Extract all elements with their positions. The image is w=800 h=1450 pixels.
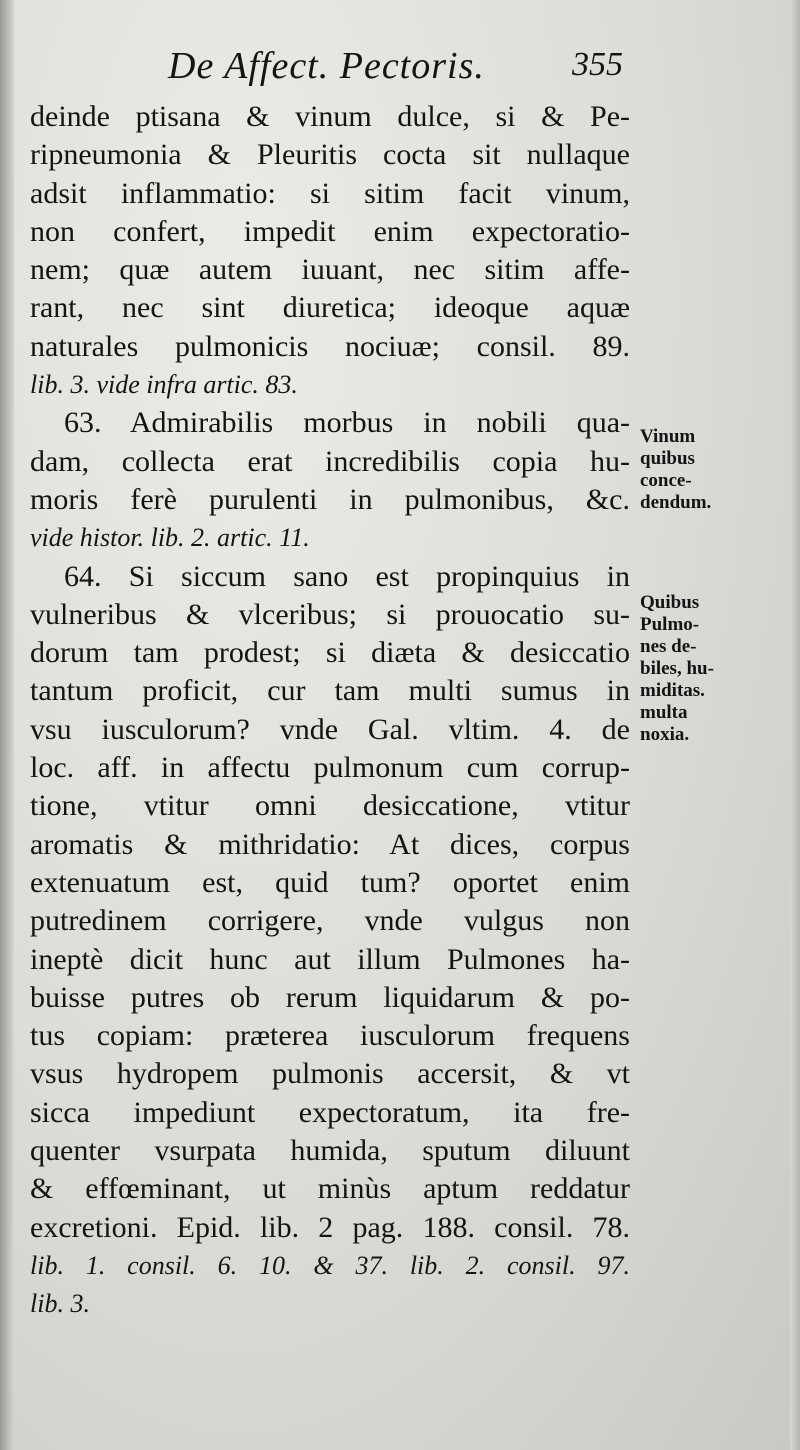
margin-note-vinum [640, 426, 770, 514]
margin-note-line: miditas. [640, 680, 705, 701]
text-line: buisse putres ob rerum liquidarum & po- [30, 980, 630, 1014]
reference-line: vide histor. lib. 2. artic. 11. [30, 523, 310, 553]
margin-note-line: Quibus [640, 592, 700, 613]
text-line: dam, collecta erat incredibilis copia hu- [30, 444, 630, 478]
margin-note-line: Vinum [640, 426, 696, 447]
text-line: ripneumonia & Pleuritis cocta sit nullaque [30, 138, 630, 172]
text-line: moris ferè purulenti in pulmonibus, &c. [30, 482, 630, 516]
margin-note-line: quibus [640, 448, 695, 469]
text-line: adsit inflammatio: si sitim facit vinum, [30, 176, 630, 210]
text-line: deinde ptisana & vinum dulce, si & Pe- [30, 100, 630, 133]
text-line: extenuatum est, quid tum? oportet enim [30, 865, 630, 899]
page-gutter-shadow [0, 0, 14, 1450]
text-line: putredinem corrigere, vnde vulgus non [30, 904, 630, 938]
text-line: sicca impediunt expectoratum, ita fre- [30, 1095, 630, 1129]
body-text [30, 98, 630, 1324]
paragraph-64-start: 64. Si siccum sano est propinquius in [64, 559, 630, 593]
reference-line: lib. 3. [30, 1289, 90, 1319]
margin-note-line: dendum. [640, 492, 712, 513]
margin-note-line: conce- [640, 470, 692, 491]
page-edge-shadow [790, 0, 800, 1450]
text-line: non confert, impedit enim expectoratio- [30, 214, 630, 248]
text-line: tantum proficit, cur tam multi sumus in [30, 674, 630, 708]
reference-line: excretioni. Epid. lib. 2 pag. 188. consil. 78. [30, 1210, 630, 1244]
text-line: ineptè dicit hunc aut illum Pulmones ha- [30, 942, 630, 976]
margin-note-pulmones [640, 592, 770, 746]
text-line: aromatis & mithridatio: At dices, corpus [30, 827, 630, 861]
text-line: tione, vtitur omni desiccatione, vtitur [30, 789, 630, 823]
margin-note-line: biles, hu- [640, 658, 714, 679]
text-line: nem; quæ autem iuuant, nec sitim affe- [30, 253, 630, 287]
margin-note-line: noxia. [640, 724, 690, 745]
margin-note-line: nes de- [640, 636, 697, 657]
text-line: rant, nec sint diuretica; ideoque aquæ [30, 291, 630, 325]
text-line: dorum tam prodest; si diæta & desiccatio [30, 636, 630, 670]
text-line: vsu iusculorum? vnde Gal. vltim. 4. de [30, 712, 630, 746]
text-line: & effœminant, ut minùs aptum reddatur [30, 1172, 630, 1206]
text-line: quenter vsurpata humida, sputum diluunt [30, 1134, 630, 1168]
text-line: tus copiam: præterea iusculorum frequens [30, 1019, 630, 1053]
running-head: De Affect. Pectoris. [168, 45, 485, 87]
reference-line: lib. 1. consil. 6. 10. & 37. lib. 2. consil. 97. [30, 1250, 630, 1280]
page-header [0, 44, 800, 94]
page-number: 355 [572, 46, 623, 83]
text-line: vsus hydropem pulmonis accersit, & vt [30, 1057, 630, 1091]
paragraph-63-start: 63. Admirabilis morbus in nobili qua- [64, 406, 630, 440]
reference-line: lib. 3. vide infra artic. 83. [30, 370, 298, 400]
text-line: naturales pulmonicis nociuæ; consil. 89. [30, 329, 630, 363]
margin-note-line: multa [640, 702, 688, 723]
text-line: vulneribus & vlceribus; si prouocatio su- [30, 597, 630, 631]
text-line: loc. aff. in affectu pulmonum cum corrup- [30, 751, 630, 785]
margin-note-line: Pulmo- [640, 614, 700, 635]
